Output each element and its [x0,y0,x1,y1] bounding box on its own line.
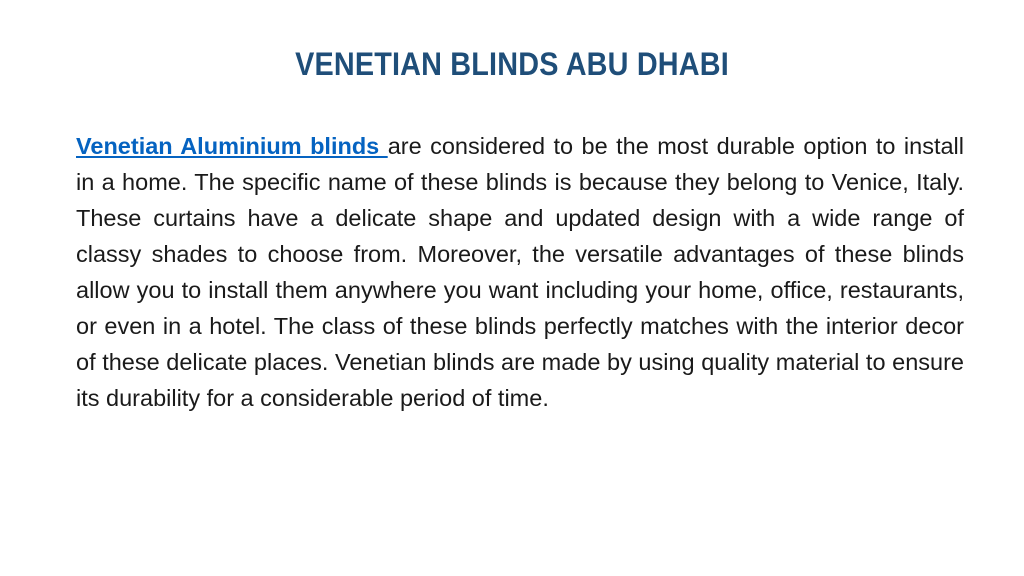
slide-title: VENETIAN BLINDS ABU DHABI [295,46,729,82]
venetian-aluminium-blinds-link[interactable]: Venetian Aluminium blinds [76,133,388,159]
body-paragraph-text: are considered to be the most durable option to install in a home. The specific name of these blinds is because they belong to Venice, Italy. These curtains have a delicate shape and updated design with a wide range of classy shades to choose from. Moreover, the versatile advantages of these blinds allow you to install them anywhere you want including your home, office, restaurants, or even in a hotel. The class of these blinds perfectly matches with the interior decor of these delicate places. Venetian blinds are made by using quality material to ensure its durability for a considerable period of time. [76,133,964,411]
body-paragraph [76,128,964,416]
